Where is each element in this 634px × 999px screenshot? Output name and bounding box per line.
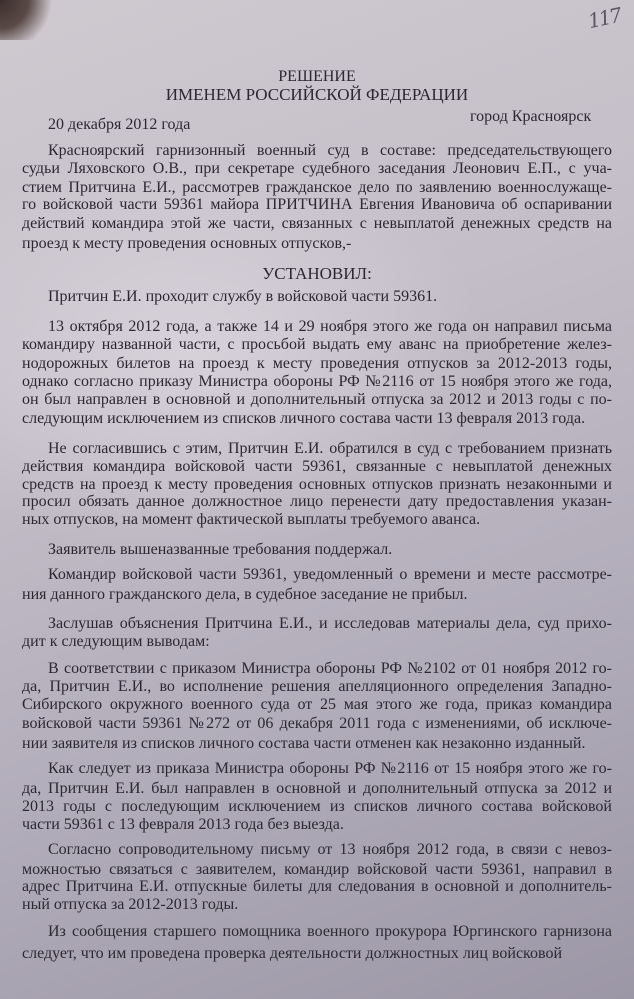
paragraph-line: однако согласно приказу Министра обороны РФ №2116 от 15 ноября этого же года, xyxy=(22,373,612,390)
paragraph-line: да, Притчин Е.И., во исполнение решения апелляционного определения Западно- xyxy=(22,678,612,695)
document-city: город Красноярск xyxy=(470,108,592,125)
paragraph-line: Согласно сопроводительному письму от 13 ноября 2012 года, в связи с невоз- xyxy=(48,841,612,858)
section-heading: УСТАНОВИЛ: xyxy=(262,264,372,283)
photo-shadow-corner xyxy=(0,0,60,40)
paragraph-line: части 59361 с 13 февраля 2013 года без выезда. xyxy=(22,816,344,833)
paragraph-line: Притчин Е.И. проходит службу в войсковой части 59361. xyxy=(48,288,438,305)
intro-line: го войсковой части 59361 майора ПРИТЧИНА Евгения Ивановича об оспаривании xyxy=(22,196,612,213)
paragraph-line: Заявитель вышеназванные требования поддержал. xyxy=(48,541,393,558)
paragraph-line: командиру названной части, с просьбой выдать ему аванс на приобретение желез- xyxy=(22,336,612,353)
paragraph-line: ных отпусков, на момент фактической выплаты требуемого аванса. xyxy=(22,511,481,528)
intro-line: Красноярский гарнизонный военный суд в составе: председательствующего xyxy=(48,142,612,159)
paragraph-line: средств на проезд к месту проведения основных отпусков признать незаконными и xyxy=(22,476,612,493)
paragraph-line: ния данного гражданского дела, в судебное заседание не прибыл. xyxy=(22,586,468,603)
intro-line: проезд к месту проведения основных отпусков,- xyxy=(22,235,352,252)
paragraph-line: да, Притчин Е.И. был направлен в основной и дополнительный отпуска за 2012 и xyxy=(22,780,612,797)
paragraph-line: просил обязать данное должностное лицо перенести дату предоставления указан- xyxy=(22,493,612,510)
paragraph-line: В соответствии с приказом Министра обороны РФ №2102 от 01 ноября 2012 го- xyxy=(48,660,612,677)
paragraph-line: Не согласившись с этим, Притчин Е.И. обратился в суд с требованием признать xyxy=(48,440,612,457)
paragraph-line: можностью связаться с заявителем, командир войсковой части 59361, направил в xyxy=(22,861,612,878)
paragraph-line: действия командира войсковой части 59361, связанные с невыплатой денежных xyxy=(22,458,612,475)
paragraph-line: следует, что им проведена проверка деятельности должностных лиц войсковой xyxy=(22,945,563,962)
paragraph-line: следующим исключением из списков личного состава части 13 февраля 2013 года. xyxy=(22,410,586,427)
paragraph-line: адрес Притчина Е.И. отпускные билеты для следования в основной и дополнитель- xyxy=(22,878,612,895)
paragraph-line: ный отпуска за 2012-2013 годы. xyxy=(22,896,239,913)
paragraph-line: Из сообщения старшего помощника военного прокурора Юргинского гарнизона xyxy=(48,923,612,940)
paragraph-line: он был направлен в основной и дополнительный отпуска за 2012 и 2013 годы с по- xyxy=(22,391,612,408)
paragraph-line: Командир войсковой части 59361, уведомленный о времени и месте рассмотре- xyxy=(48,566,612,583)
handwritten-page-number: 117 xyxy=(585,2,623,34)
paragraph-line: нодорожных билетов на проезд к месту проведения отпусков за 2012-2013 годы, xyxy=(22,355,612,372)
paragraph-line: Сибирского окружного военного суда от 25 мая этого же года, приказ командира xyxy=(22,696,612,713)
paragraph-line: 2013 годы с последующим исключением из списков личного состава войсковой xyxy=(22,798,612,815)
document-subtitle: ИМЕНЕМ РОССИЙСКОЙ ФЕДЕРАЦИИ xyxy=(165,85,469,104)
paragraph-line: дит к следующим выводам: xyxy=(22,633,210,650)
paragraph-line: нии заявителя из списков личного состава части отменен как незаконно изданный. xyxy=(22,735,586,752)
intro-line: судьи Ляховского О.В., при секретаре судебного заседания Леонович Е.П., с уча- xyxy=(22,160,612,177)
paragraph-line: Как следует из приказа Министра обороны РФ №2116 от 15 ноября этого же го- xyxy=(48,760,612,777)
paragraph-line: Заслушав объяснения Притчина Е.И., и исследовав материалы дела, суд прихо- xyxy=(48,615,612,632)
paragraph-line: войсковой части 59361 №272 от 06 декабря 2011 года с изменениями, об исключе- xyxy=(22,715,612,732)
document-date: 20 декабря 2012 года xyxy=(48,116,191,133)
paragraph-line: 13 октября 2012 года, а также 14 и 29 ноября этого же года он направил письма xyxy=(48,318,612,335)
intro-line: стием Притчина Е.И., рассмотрев гражданское дело по заявлению военнослужаще- xyxy=(22,179,612,196)
document-title: РЕШЕНИЕ xyxy=(278,68,356,85)
intro-line: действий командира этой же части, связанных с невыплатой денежных средств на xyxy=(22,215,612,232)
